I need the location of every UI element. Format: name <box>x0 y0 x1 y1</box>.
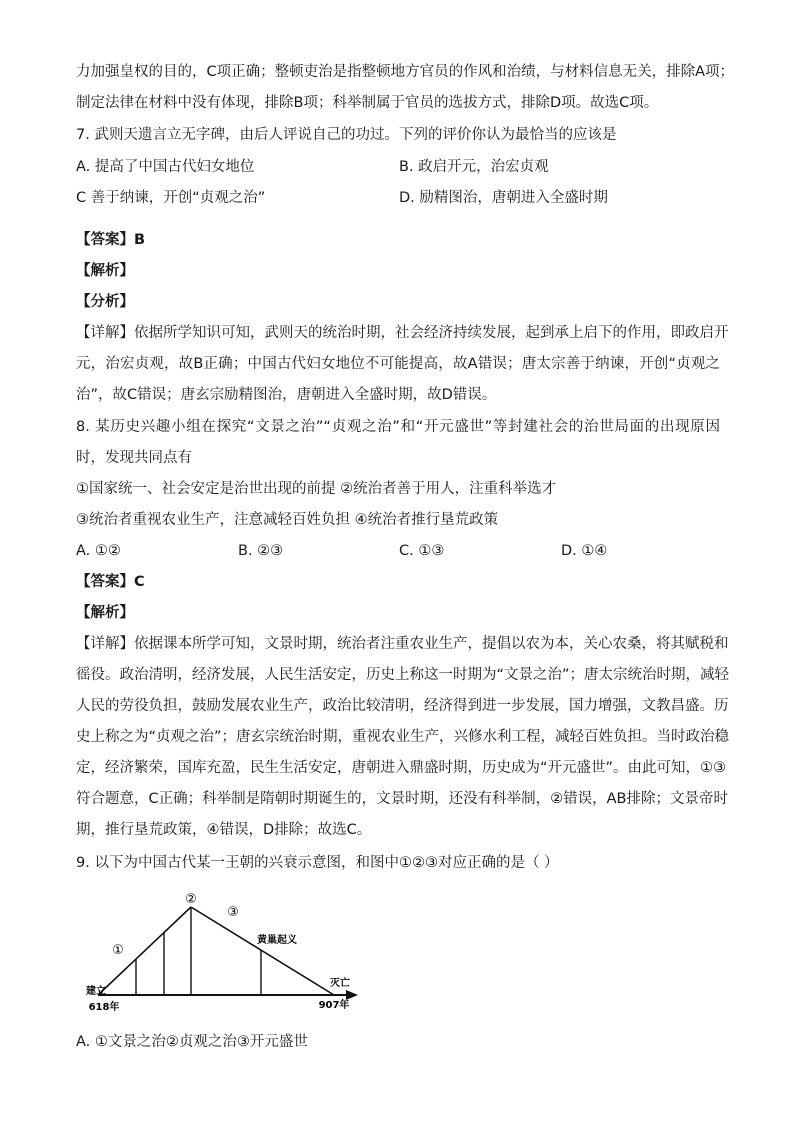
diagram-mark-3: ③ <box>227 905 239 920</box>
question-7-option-b: B. 政启开元，治宏贞观 <box>399 159 549 175</box>
question-7-analysis-heading: 【解析】 <box>76 263 134 279</box>
question-8-option-c: C. ①③ <box>399 543 445 559</box>
question-8-detail-line-2: 徭役。政治清明，经济发展，人民生活安定，历史上称这一时期为“文景之治”；唐太宗统治时期，减轻 <box>76 667 730 683</box>
question-7-answer: 【答案】B <box>76 232 146 248</box>
question-7-option-a: A. 提高了中国古代妇女地位 <box>76 159 255 175</box>
question-8-detail-line-3: 人民的劳役负担，鼓励发展农业生产，政治比较清明，经济得到进一步发展，国力增强，文教昌盛。历 <box>76 698 729 714</box>
question-8-analysis-heading: 【解析】 <box>76 605 134 621</box>
question-8-detail-line-5: 定，经济繁荣，国库充盈，民生生活安定，唐朝进入鼎盛时期，历史成为“开元盛世”。由此可知，①③ <box>76 760 727 776</box>
timeline-arrow-head <box>346 990 358 1000</box>
fall-line <box>191 907 334 995</box>
question-8-option-b: B. ②③ <box>238 543 284 559</box>
prev-answer-line-2: 制定法律在材料中没有体现，排除B项；科举制属于官员的选拔方式，排除D项。故选C项。 <box>76 95 659 111</box>
question-7-option-d: D. 励精图治，唐朝进入全盛时期 <box>399 190 608 206</box>
question-7-detail-line-2: 元，治宏贞观，故B正确；中国古代妇女地位不可能提高，故A错误；唐太宗善于纳谏，开创“贞观之 <box>76 356 720 372</box>
question-9-stem: 9. 以下为中国古代某一王朝的兴衰示意图，和图中①②③对应正确的是（ ） <box>76 855 559 871</box>
question-7-stem: 7. 武则天遗言立无字碑，由后人评说自己的功过。下列的评价你认为最恰当的应该是 <box>76 127 617 143</box>
diagram-rebellion-label: 黄巢起义 <box>257 935 297 946</box>
question-7-detail-line-3: 治”，故C错误；唐玄宗励精图治，唐朝进入全盛时期，故D错误。 <box>76 387 497 403</box>
dynasty-rise-fall-diagram <box>76 888 366 1020</box>
diagram-start-year: 618年 <box>88 1002 120 1013</box>
question-8-item-line-1: ①国家统一、社会安定是治世出现的前提 ②统治者善于用人，注重科举选才 <box>76 481 557 497</box>
question-7-detail-line-1: 【详解】依据所学知识可知，武则天的统治时期，社会经济持续发展，起到承上启下的作用，即政启开 <box>76 325 729 341</box>
prev-answer-line-1: 力加强皇权的目的，C项正确；整顿吏治是指整顿地方官员的作风和治绩，与材料信息无关，排除A项； <box>76 64 735 80</box>
question-8-stem-line-2: 时，发现共同点有 <box>76 450 192 466</box>
question-8-stem-line-1: 8. 某历史兴趣小组在探究“文景之治”“贞观之治”和“开元盛世”等封建社会的治世局面的出现原因 <box>76 419 720 435</box>
question-8-answer: 【答案】C <box>76 574 145 590</box>
question-9-option-a: A. ①文景之治②贞观之治③开元盛世 <box>76 1034 308 1050</box>
question-8-detail-line-4: 史上称之为“贞观之治”；唐玄宗统治时期，重视农业生产，兴修水利工程，减轻百姓负担。当时政治稳 <box>76 729 730 745</box>
question-8-detail-line-6: 符合题意，C正确；科举制是隋朝时期诞生的，文景时期，还没有科举制，②错误，AB排除；文景帝时 <box>76 791 728 807</box>
diagram-mark-1: ① <box>112 943 124 958</box>
question-8-detail-line-1: 【详解】依据课本所学可知，文景时期，统治者注重农业生产，提倡以农为本，关心农桑，将其赋税和 <box>76 636 729 652</box>
question-8-option-d: D. ①④ <box>561 543 608 559</box>
question-8-option-a: A. ①② <box>76 543 121 559</box>
diagram-mark-2: ② <box>185 892 197 907</box>
question-8-item-line-2: ③统治者重视农业生产，注意减轻百姓负担 ④统治者推行垦荒政策 <box>76 512 499 528</box>
diagram-end-label: 灭亡 <box>330 978 350 989</box>
question-8-detail-line-7: 期，推行垦荒政策，④错误，D排除；故选C。 <box>76 822 372 838</box>
diagram-start-label: 建立 <box>86 986 106 997</box>
diagram-end-year: 907年 <box>318 1000 350 1011</box>
question-7-fenxi-heading: 【分析】 <box>76 294 134 310</box>
question-7-option-c: C 善于纳谏，开创“贞观之治” <box>76 190 266 206</box>
